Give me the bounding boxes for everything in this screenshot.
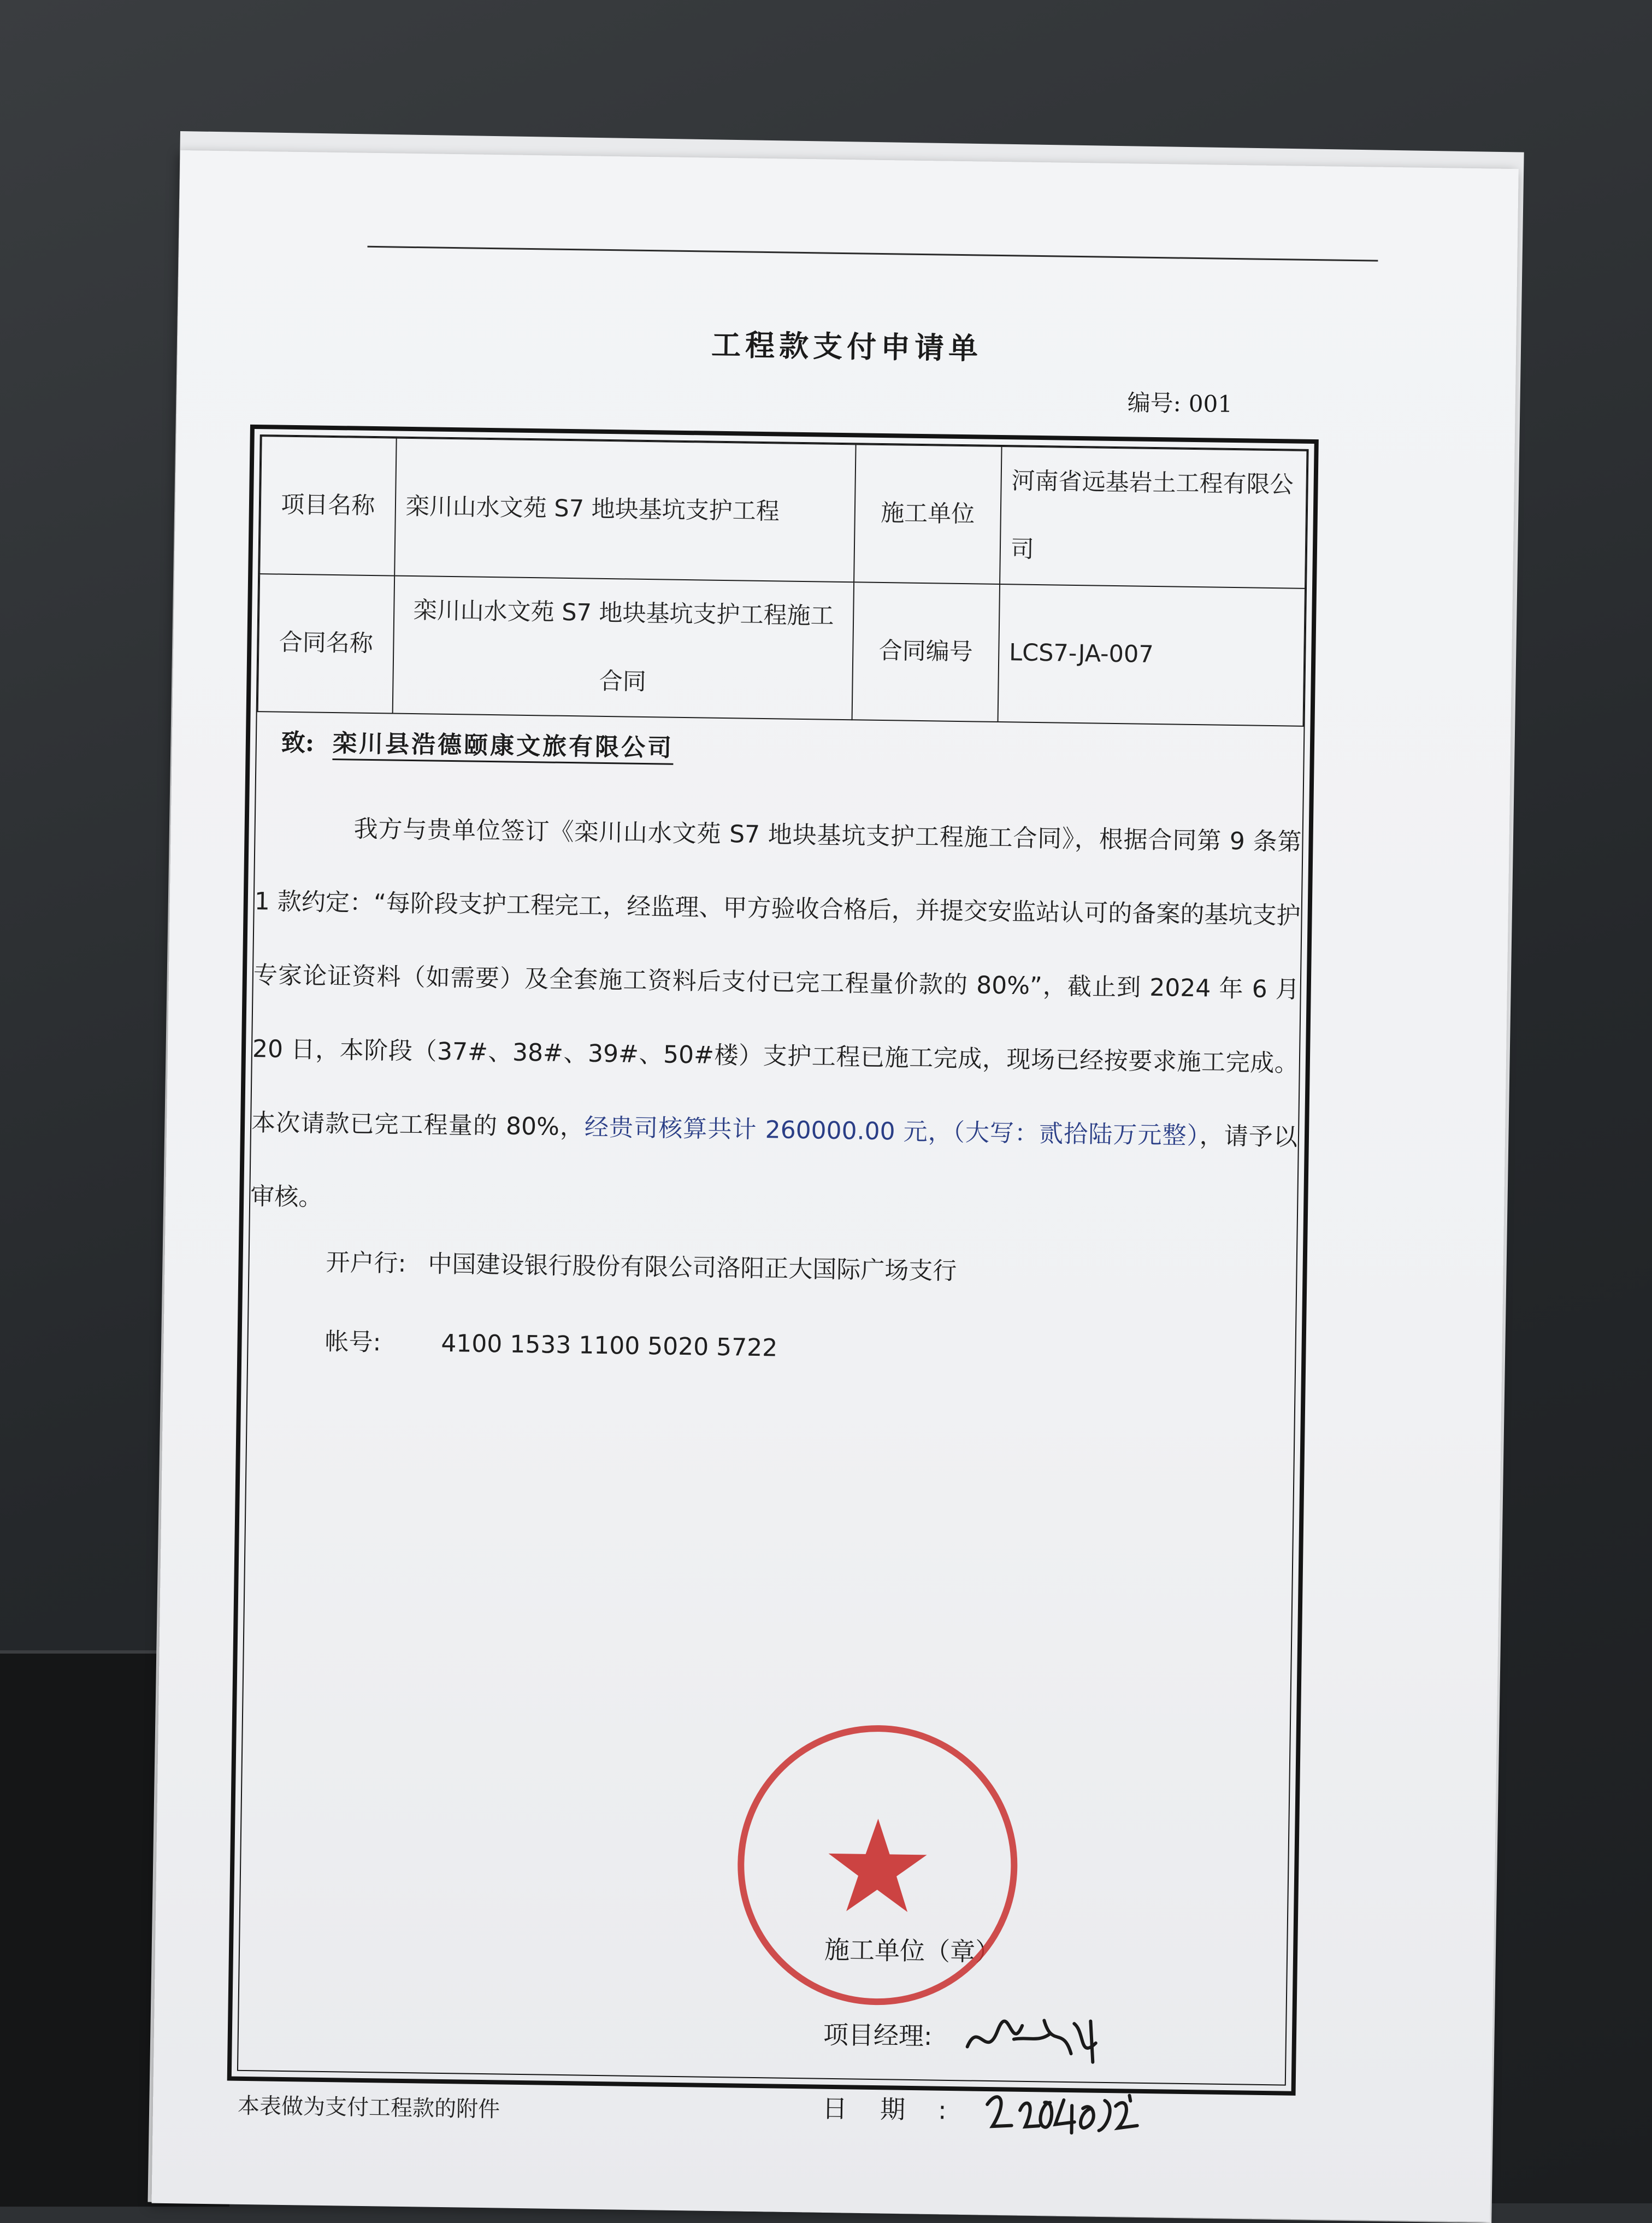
document-number-label: 编号: (1127, 389, 1182, 417)
manager-label: 项目经理: (823, 2020, 933, 2051)
account-label: 帐号: (324, 1327, 381, 1357)
paper-sheet (152, 150, 1519, 2222)
contract-no-value: LCS7-JA-007 (998, 584, 1305, 726)
company-seal (728, 1715, 1027, 2014)
bank-line (326, 1243, 957, 1286)
account-line (324, 1322, 777, 1363)
document-number (1127, 385, 1232, 419)
footnote: 本表做为支付工程款的附件 (237, 2093, 500, 2122)
bank-label: 开户行: (326, 1248, 406, 1278)
date-label: 日期: (822, 2093, 980, 2126)
addressee-prefix: 致: (281, 728, 315, 757)
contract-no-label: 合同编号 (852, 582, 1000, 722)
addressee-name: 栾川县浩德颐康文旅有限公司 (333, 730, 674, 765)
body-text-2: ，请予以审核。 (250, 1122, 1298, 1212)
request-body (250, 791, 1302, 1248)
body-amount-text: 经贵司核算共计 260000.00 元，（大写：贰拾陆万元整） (584, 1113, 1200, 1150)
document-title: 工程款支付申请单 (711, 327, 983, 366)
account-value: 4100 1533 1100 5020 5722 (441, 1329, 778, 1362)
contract-name-label: 合同名称 (258, 574, 394, 713)
contract-name-value: 栾川山水文苑 S7 地块基坑支护工程施工合同 (392, 576, 854, 720)
table-row (258, 574, 1305, 726)
handwritten-date (981, 2083, 1146, 2145)
document-number-value: 001 (1188, 390, 1233, 417)
header-rule (368, 246, 1378, 262)
info-table (257, 436, 1308, 727)
date-line (822, 2080, 1146, 2145)
project-name-value: 栾川山水文苑 S7 地块基坑支护工程 (394, 438, 856, 583)
contractor-label: 施工单位 (854, 444, 1001, 584)
manager-signature (961, 2008, 1105, 2071)
document-content (152, 150, 1519, 2222)
project-name-label: 项目名称 (259, 436, 396, 575)
body-text-1: 我方与贵单位签订《栾川山水文苑 S7 地块基坑支护工程施工合同》，根据合同第 9 条第 1 款约定：“每阶段支护工程完工，经监理、甲方验收合格后，并提交安监站认可的备案的基坑支护专家论证资料（如需要）及全套施工资料后支付已完工程量价款的 80%”，截止到 2024 年 6 月 20 日，本阶段（37#、38#、39#、50#楼）支护工程已施工完成，现场已经按要求施工完成。本次请款已完工程量的 80%， (251, 815, 1302, 1142)
addressee-line (281, 723, 674, 763)
manager-line (823, 2007, 1105, 2071)
bank-value: 中国建设银行股份有限公司洛阳正大国际广场支行 (428, 1250, 957, 1286)
unit-label: 施工单位（章） (824, 1934, 1001, 1967)
table-row (259, 436, 1307, 589)
contractor-value: 河南省远基岩土工程有限公司 (1000, 446, 1307, 589)
